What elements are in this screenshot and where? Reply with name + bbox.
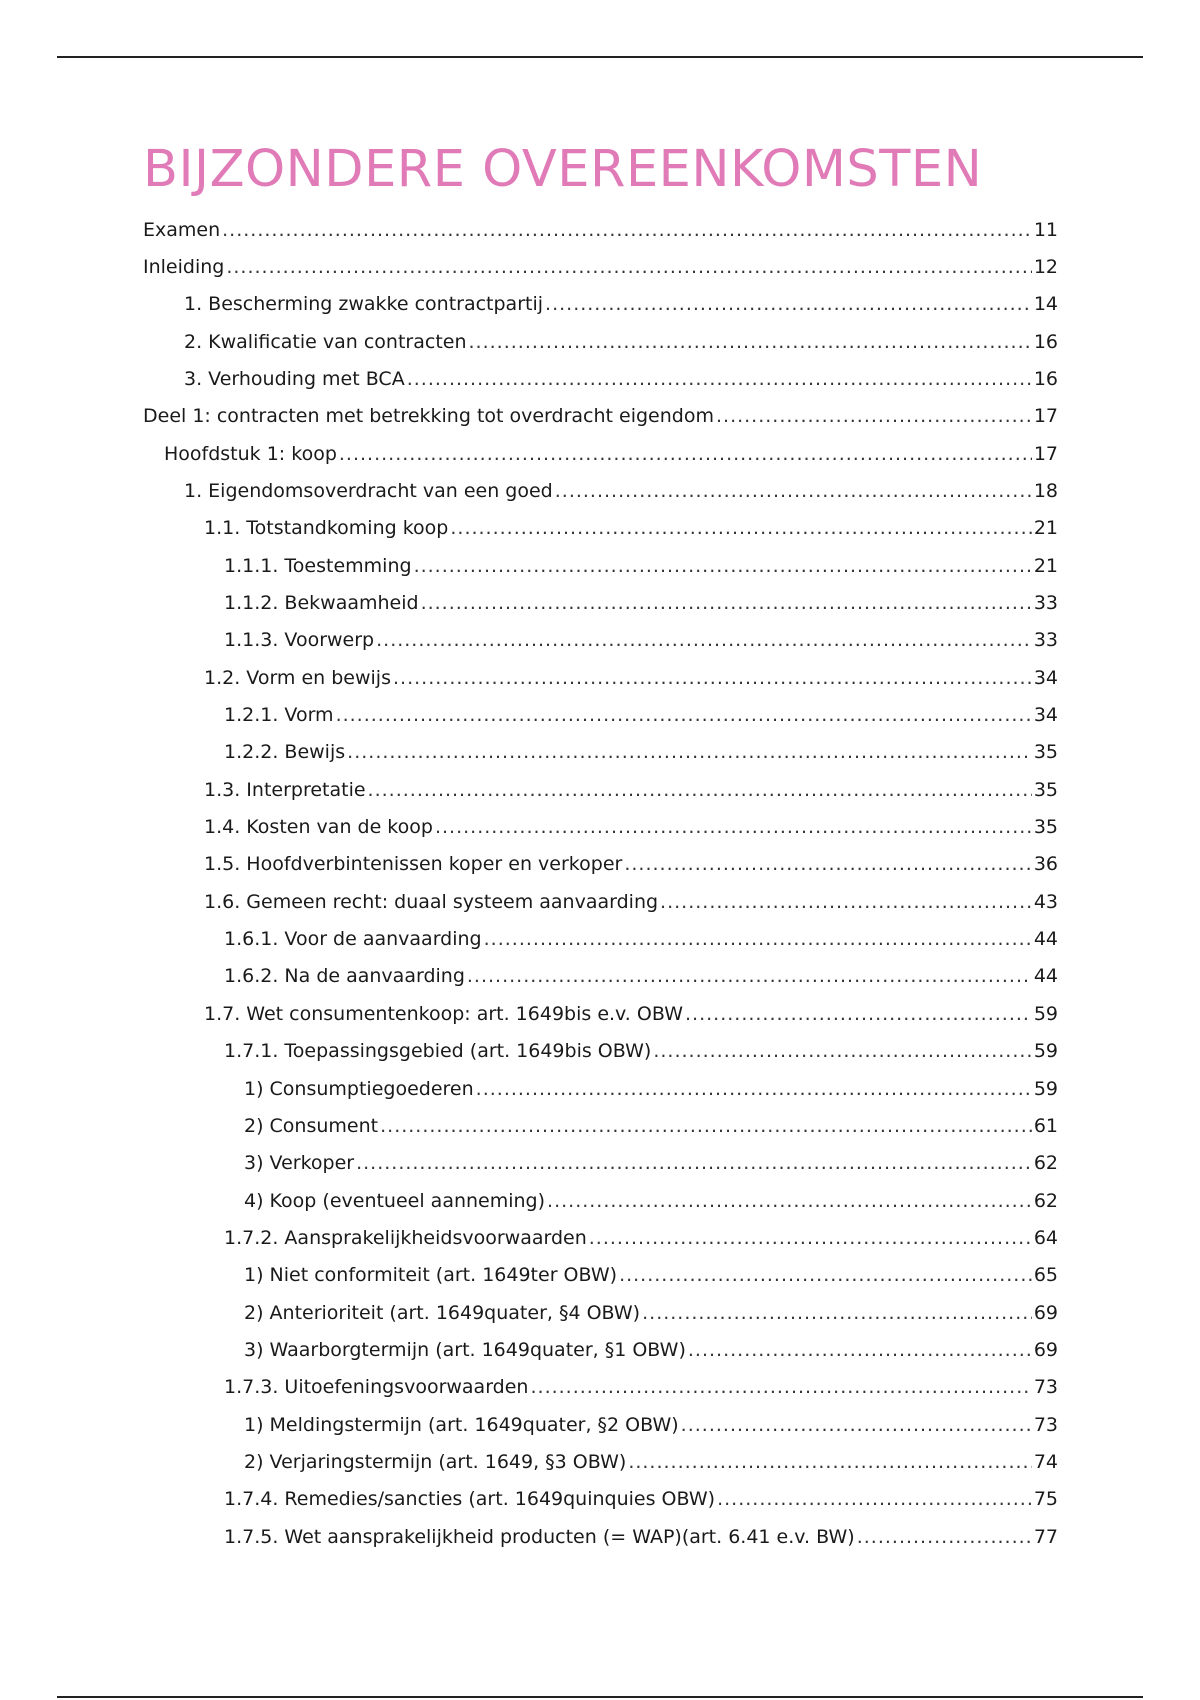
toc-entry[interactable] [0, 924, 1058, 954]
dot-leader [380, 1111, 1032, 1141]
toc-entry-label: 2) Anterioriteit (art. 1649quater, §4 OBW) [244, 1302, 641, 1324]
toc-entry-page-number: 11 [1033, 219, 1058, 241]
toc-entry-label: 1) Consumptiegoederen [244, 1078, 474, 1100]
toc-entry[interactable] [0, 1148, 1058, 1178]
toc-entry-label: 1.1.1. Toestemming [224, 555, 412, 577]
dot-leader [336, 700, 1032, 730]
toc-entry[interactable] [0, 737, 1058, 767]
toc-entry-page-number: 44 [1033, 928, 1058, 950]
toc-entry-page-number: 61 [1033, 1115, 1058, 1137]
dot-leader [484, 924, 1032, 954]
toc-entry[interactable] [0, 1223, 1058, 1253]
toc-entry[interactable] [0, 364, 1058, 394]
dot-leader [857, 1522, 1032, 1552]
dot-leader [642, 1298, 1032, 1328]
toc-entry-label: 3. Verhouding met BCA [184, 368, 405, 390]
toc-entry-label: 1. Eigendomsoverdracht van een goed [184, 480, 553, 502]
footer-rule [57, 1696, 1143, 1698]
toc-entry-page-number: 12 [1033, 256, 1058, 278]
toc-entry[interactable] [0, 812, 1058, 842]
toc-entry-label: 1.1.3. Voorwerp [224, 629, 375, 651]
toc-entry-label: 1.6.2. Na de aanvaarding [224, 965, 465, 987]
toc-entry[interactable] [0, 327, 1058, 357]
toc-entry-label: 1.5. Hoofdverbintenissen koper en verkoper [204, 853, 623, 875]
toc-entry-label: 1.1.2. Bekwaamheid [224, 592, 419, 614]
toc-entry[interactable] [0, 401, 1058, 431]
toc-entry-page-number: 34 [1033, 704, 1058, 726]
toc-entry-label: 1.6.1. Voor de aanvaarding [224, 928, 482, 950]
dot-leader [476, 1074, 1032, 1104]
dot-leader [589, 1223, 1032, 1253]
toc-entry[interactable] [0, 887, 1058, 917]
toc-entry-label: 3) Verkoper [244, 1152, 355, 1174]
toc-entry-page-number: 65 [1033, 1264, 1058, 1286]
toc-entry-page-number: 69 [1033, 1339, 1058, 1361]
dot-leader [469, 327, 1032, 357]
toc-entry-label: 1.2. Vorm en bewijs [204, 667, 391, 689]
toc-entry-page-number: 77 [1033, 1526, 1058, 1548]
dot-leader [547, 1186, 1032, 1216]
dot-leader [222, 215, 1032, 245]
toc-entry-label: 3) Waarborgtermijn (art. 1649quater, §1 OBW) [244, 1339, 686, 1361]
toc-entry-label: 1.7.4. Remedies/sancties (art. 1649quinquies OBW) [224, 1488, 716, 1510]
toc-entry[interactable] [0, 439, 1058, 469]
toc-entry-label: 1. Bescherming zwakke contractpartij [184, 293, 544, 315]
toc-entry-page-number: 35 [1033, 741, 1058, 763]
toc-entry-page-number: 16 [1033, 331, 1058, 353]
toc-entry[interactable] [0, 476, 1058, 506]
toc-entry-page-number: 33 [1033, 592, 1058, 614]
toc-entry-label: 1.7.3. Uitoefeningsvoorwaarden [224, 1376, 529, 1398]
toc-entry[interactable] [0, 1036, 1058, 1066]
dot-leader [545, 289, 1032, 319]
toc-entry-page-number: 64 [1033, 1227, 1058, 1249]
toc-entry-page-number: 59 [1033, 1003, 1058, 1025]
toc-entry-label: Hoofdstuk 1: koop [164, 443, 337, 465]
toc-entry-label: 1) Niet conformiteit (art. 1649ter OBW) [244, 1264, 618, 1286]
dot-leader [619, 1260, 1032, 1290]
dot-leader [628, 1447, 1032, 1477]
header-rule [57, 56, 1143, 58]
toc-entry-label: 1.4. Kosten van de koop [204, 816, 433, 838]
dot-leader [421, 588, 1032, 618]
toc-entry-label: 2) Verjaringstermijn (art. 1649, §3 OBW) [244, 1451, 627, 1473]
dot-leader [414, 551, 1032, 581]
toc-entry-page-number: 35 [1033, 779, 1058, 801]
toc-entry[interactable] [0, 700, 1058, 730]
dot-leader [450, 513, 1031, 543]
toc-entry-label: 1) Meldingstermijn (art. 1649quater, §2 OBW) [244, 1414, 679, 1436]
toc-entry-page-number: 44 [1033, 965, 1058, 987]
toc-entry[interactable] [0, 849, 1058, 879]
toc-entry-label: Deel 1: contracten met betrekking tot overdracht eigendom [143, 405, 714, 427]
toc-entry[interactable] [0, 1522, 1058, 1552]
toc-entry[interactable] [0, 625, 1058, 655]
dot-leader [339, 439, 1032, 469]
toc-entry-page-number: 36 [1033, 853, 1058, 875]
toc-entry[interactable] [0, 1111, 1058, 1141]
toc-entry-label: Inleiding [143, 256, 225, 278]
toc-entry-page-number: 74 [1033, 1451, 1058, 1473]
dot-leader [624, 849, 1031, 879]
toc-entry-page-number: 33 [1033, 629, 1058, 651]
toc-entry-page-number: 35 [1033, 816, 1058, 838]
toc-entry-page-number: 14 [1033, 293, 1058, 315]
toc-entry[interactable] [0, 1186, 1058, 1216]
toc-entry[interactable] [0, 1447, 1058, 1477]
toc-entry-page-number: 62 [1033, 1190, 1058, 1212]
dot-leader [660, 887, 1032, 917]
toc-entry[interactable] [0, 1372, 1058, 1402]
toc-entry[interactable] [0, 1074, 1058, 1104]
toc-entry-label: 1.7.2. Aansprakelijkheidsvoorwaarden [224, 1227, 587, 1249]
dot-leader [356, 1148, 1032, 1178]
dot-leader [347, 737, 1032, 767]
dot-leader [685, 999, 1032, 1029]
toc-entry[interactable] [0, 1484, 1058, 1514]
toc-entry[interactable] [0, 252, 1058, 282]
toc-entry-page-number: 21 [1033, 555, 1058, 577]
dot-leader [407, 364, 1032, 394]
dot-leader [653, 1036, 1031, 1066]
dot-leader [226, 252, 1031, 282]
toc-entry[interactable] [0, 961, 1058, 991]
toc-entry-label: 2) Consument [244, 1115, 379, 1137]
toc-entry-page-number: 17 [1033, 443, 1058, 465]
toc-entry-page-number: 16 [1033, 368, 1058, 390]
toc-entry[interactable] [0, 663, 1058, 693]
toc-entry-page-number: 43 [1033, 891, 1058, 913]
dot-leader [435, 812, 1032, 842]
toc-entry[interactable] [0, 1335, 1058, 1365]
toc-entry[interactable] [0, 1410, 1058, 1440]
dot-leader [393, 663, 1032, 693]
toc-entry-page-number: 18 [1033, 480, 1058, 502]
toc-entry[interactable] [0, 289, 1058, 319]
toc-entry-label: 1.1. Totstandkoming koop [204, 517, 449, 539]
toc-entry-label: 1.2.2. Bewijs [224, 741, 346, 763]
toc-entry-label: Examen [143, 219, 221, 241]
toc-entry-page-number: 69 [1033, 1302, 1058, 1324]
toc-entry[interactable] [0, 588, 1058, 618]
dot-leader [716, 401, 1032, 431]
toc-entry-page-number: 62 [1033, 1152, 1058, 1174]
toc-entry-label: 1.7.5. Wet aansprakelijkheid producten (= WAP)(art. 6.41 e.v. BW) [224, 1526, 855, 1548]
dot-leader [555, 476, 1032, 506]
dot-leader [717, 1484, 1032, 1514]
dot-leader [681, 1410, 1032, 1440]
toc-entry[interactable] [0, 1298, 1058, 1328]
toc-entry[interactable] [0, 551, 1058, 581]
toc-entry-label: 1.3. Interpretatie [204, 779, 366, 801]
toc-entry-page-number: 59 [1033, 1078, 1058, 1100]
toc-entry-page-number: 75 [1033, 1488, 1058, 1510]
toc-entry-label: 1.7. Wet consumentenkoop: art. 1649bis e.v. OBW [204, 1003, 683, 1025]
toc-entry-page-number: 73 [1033, 1376, 1058, 1398]
toc-entry[interactable] [0, 775, 1058, 805]
toc-entry-label: 1.7.1. Toepassingsgebied (art. 1649bis OBW) [224, 1040, 652, 1062]
toc-entry-label: 2. Kwalificatie van contracten [184, 331, 467, 353]
toc-entry-page-number: 34 [1033, 667, 1058, 689]
dot-leader [376, 625, 1032, 655]
toc-entry-page-number: 59 [1033, 1040, 1058, 1062]
toc-entry-label: 1.6. Gemeen recht: duaal systeem aanvaarding [204, 891, 659, 913]
toc-entry[interactable] [0, 513, 1058, 543]
toc-entry[interactable] [0, 999, 1058, 1029]
document-title: BIJZONDERE OVEREENKOMSTEN [143, 140, 983, 199]
toc-entry[interactable] [0, 215, 1058, 245]
dot-leader [688, 1335, 1032, 1365]
toc-entry[interactable] [0, 1260, 1058, 1290]
dot-leader [530, 1372, 1031, 1402]
toc-entry-label: 1.2.1. Vorm [224, 704, 334, 726]
dot-leader [368, 775, 1032, 805]
toc-entry-page-number: 21 [1033, 517, 1058, 539]
toc-entry-label: 4) Koop (eventueel aanneming) [244, 1190, 546, 1212]
dot-leader [467, 961, 1032, 991]
toc-entry-page-number: 73 [1033, 1414, 1058, 1436]
toc-entry-page-number: 17 [1033, 405, 1058, 427]
